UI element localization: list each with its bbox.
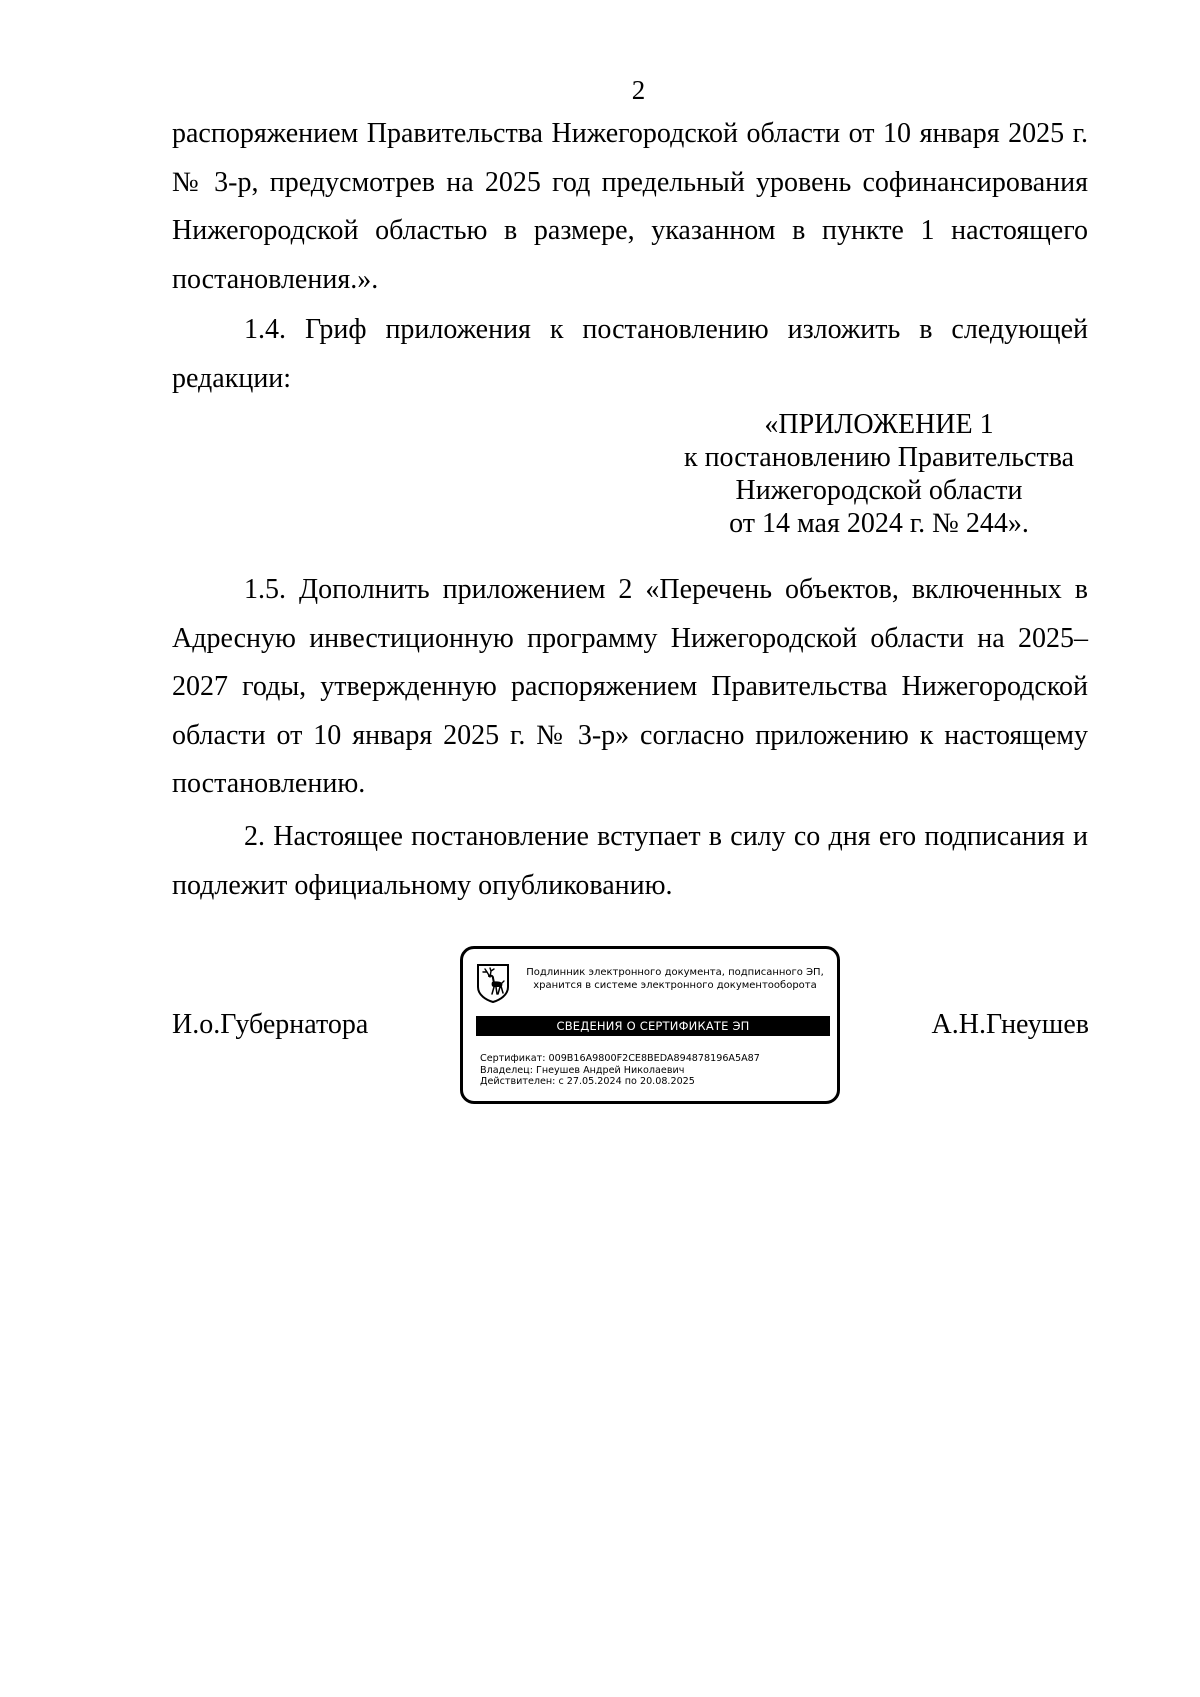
appendix-grif-line-2: к постановлению Правительства bbox=[683, 442, 1075, 473]
paragraph-continued bbox=[172, 110, 1088, 304]
paragraph-1-5 bbox=[172, 566, 1088, 809]
appendix-grif-line-3: Нижегородской области bbox=[735, 475, 1023, 506]
appendix-grif bbox=[670, 408, 1088, 540]
paragraph-1-4-text: 1.4. Гриф приложения к постановлению изложить в следующей редакции: bbox=[172, 314, 1088, 394]
stamp-certificate-validity: Действителен: с 27.05.2024 по 20.08.2025 bbox=[480, 1076, 695, 1087]
paragraph-1-5-text: 1.5. Дополнить приложением 2 «Перечень объектов, включенных в Адресную инвестиционную программу Нижегородской области на 2025–2027 годы, утвержденную распоряжением Правительства Нижегородской области от 10 января 2025 г. № 3-р» согласно приложению к настоящему постановлению. bbox=[172, 574, 1088, 799]
paragraph-1-4 bbox=[172, 306, 1088, 403]
stamp-header-line-2: хранится в системе электронного документооборота bbox=[533, 980, 817, 991]
appendix-grif-line-1: «ПРИЛОЖЕНИЕ 1 bbox=[764, 409, 994, 440]
signatory-name: А.Н.Гнеушев bbox=[931, 1009, 1089, 1040]
stamp-certificate-owner: Владелец: Гнеушев Андрей Николаевич bbox=[480, 1064, 685, 1076]
stamp-certificate-details bbox=[480, 1053, 832, 1088]
coat-of-arms-deer-icon bbox=[476, 963, 510, 1003]
e-signature-stamp bbox=[460, 946, 840, 1104]
stamp-header-line-1: Подлинник электронного документа, подписанного ЭП, bbox=[526, 967, 824, 978]
signatory-position: И.о.Губернатора bbox=[172, 1009, 369, 1040]
paragraph-2-text: 2. Настоящее постановление вступает в силу со дня его подписания и подлежит официальному опубликованию. bbox=[172, 821, 1088, 901]
stamp-certificate-number: Сертификат: 009B16A9800F2CE8BEDA894878196A5A87 bbox=[480, 1053, 760, 1064]
stamp-header bbox=[513, 966, 837, 992]
stamp-certificate-bar: СВЕДЕНИЯ О СЕРТИФИКАТЕ ЭП bbox=[476, 1016, 830, 1036]
paragraph-continued-text: распоряжением Правительства Нижегородской области от 10 января 2025 г. № 3-р, предусмотрев на 2025 год предельный уровень софинансирования Нижегородской областью в размере, указанном в пункте 1 настоящего постановления.». bbox=[172, 118, 1088, 295]
appendix-grif-line-4: от 14 мая 2024 г. № 244». bbox=[729, 508, 1029, 539]
paragraph-2 bbox=[172, 813, 1088, 910]
page-number: 2 bbox=[631, 75, 646, 105]
